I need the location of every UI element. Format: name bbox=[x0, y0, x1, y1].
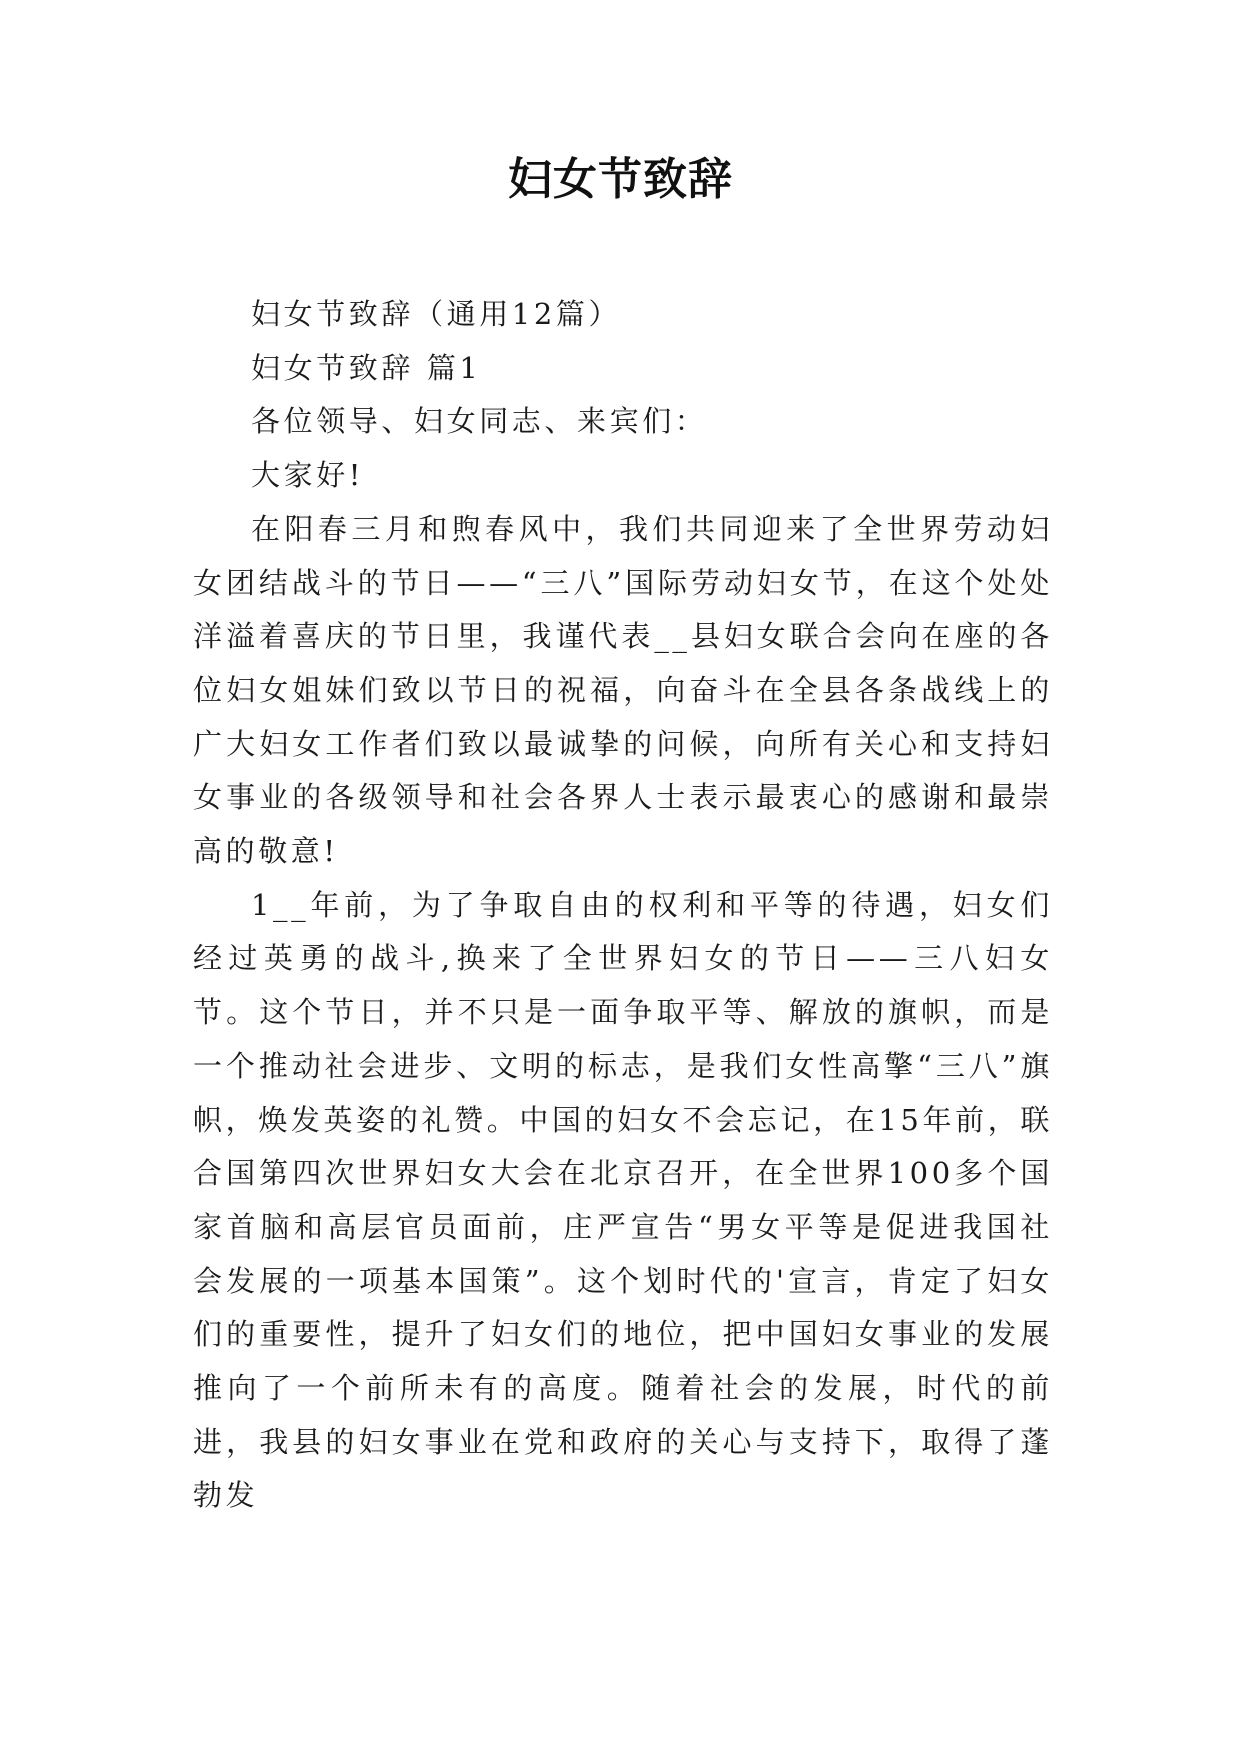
paragraph-section-heading: 妇女节致辞 篇1 bbox=[251, 350, 482, 385]
paragraph-greeting: 大家好! bbox=[251, 458, 365, 493]
paragraph-body: 1__年前，为了争取自由的权利和平等的待遇，妇女们经过英勇的战斗,换来了全世界妇女的节日——三八妇女节。这个节日，并不只是一面争取平等、解放的旗帜，而是一个推动社会进步、文明的标志，是我们女性高擎“三八”旗帜，焕发英姿的礼赞。中国的妇女不会忘记，在15年前，联合国第四次世界妇女大会在北京召开，在全世界100多个国家首脑和高层官员面前，庄严宣告“男女平等是促进我国社会发展的一项基本国策”。这个划时代的'宣言，肯定了妇女们的重要性，提升了妇女们的地位，把中国妇女事业的发展推向了一个前所未有的高度。随着社会的发展，时代的前进，我县的妇女事业在党和政府的关心与支持下，取得了蓬勃发 bbox=[193, 887, 1053, 1513]
paragraph-salutation: 各位领导、妇女同志、来宾们： bbox=[251, 404, 708, 439]
paragraph-body: 在阳春三月和煦春风中，我们共同迎来了全世界劳动妇女团结战斗的节日——“三八”国际劳动妇女节，在这个处处洋溢着喜庆的节日里，我谨代表__县妇女联合会向在座的各位妇女姐妹们致以节日的祝福，向奋斗在全县各条战线上的广大妇女工作者们致以最诚挚的问候，向所有关心和支持妇女事业的各级领导和社会各界人士表示最衷心的感谢和最崇高的敬意! bbox=[193, 511, 1053, 869]
document-body bbox=[193, 288, 1053, 1523]
document-title: 妇女节致辞 bbox=[508, 154, 733, 205]
paragraph-subtitle: 妇女节致辞（通用12篇） bbox=[251, 297, 622, 331]
